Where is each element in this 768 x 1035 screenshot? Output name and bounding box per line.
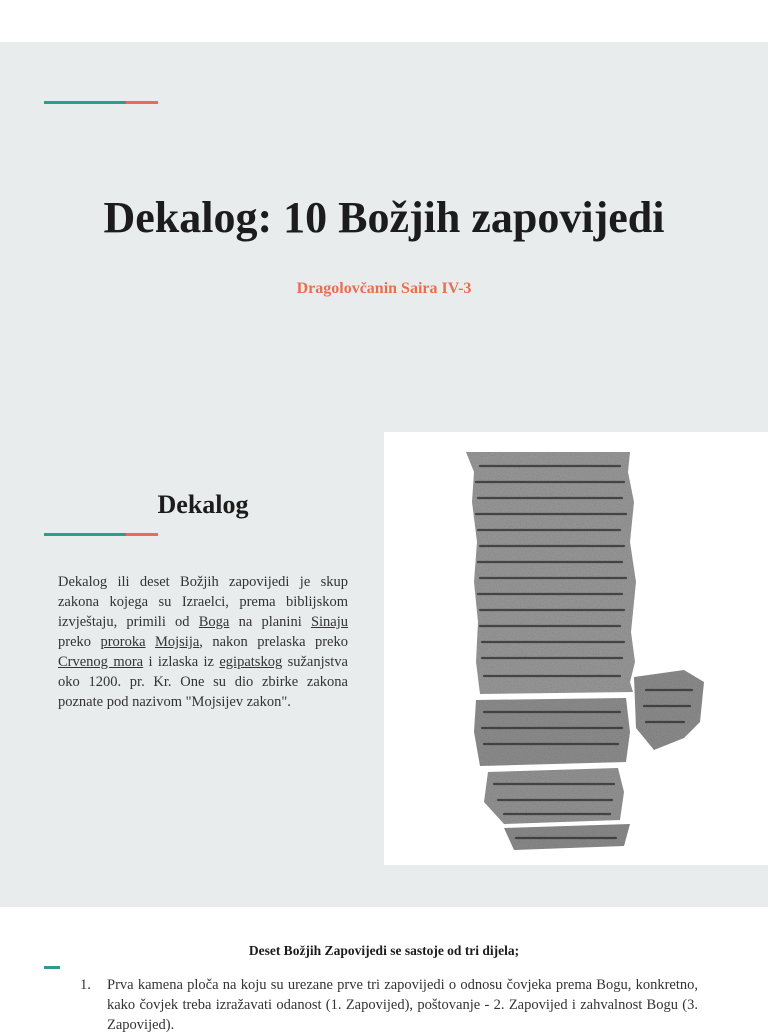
parts-slide [0, 907, 768, 1033]
link-sinaju[interactable]: Sinaju [310, 614, 348, 630]
body-text: sužanjstva oko 1200. pr. Kr. One su dio zbirke zakona poznate pod nazivom "Mojsijev zakon". [58, 654, 348, 710]
link-mojsija[interactable]: Mojsija [154, 634, 200, 650]
section-body [58, 572, 348, 712]
dekalog-slide [0, 432, 768, 907]
author-subtitle: Dragolovčanin Saira IV-3 [296, 280, 472, 297]
accent-line [44, 966, 60, 969]
body-text: , nakon prelaska preko [199, 634, 348, 650]
body-text: na planini [229, 614, 311, 630]
parts-list [80, 975, 698, 1035]
link-egipatskog[interactable]: egipatskog [219, 654, 283, 670]
page-title: Dekalog: 10 Božjih zapovijedi [103, 193, 665, 242]
ancient-scroll-manuscript-image [384, 432, 768, 865]
list-item-number: 1. [80, 977, 91, 993]
link-boga[interactable]: Boga [198, 614, 230, 630]
body-text: preko [58, 634, 101, 650]
list-item [80, 975, 698, 1035]
body-text: Dekalog ili deset Božjih zapovijedi je skup zakona kojega su Izraelci, prema biblijskom izvještaju, primili od [58, 574, 348, 630]
link-proroka[interactable]: proroka [100, 634, 146, 650]
accent-line [44, 101, 158, 104]
body-text [146, 634, 155, 650]
title-slide [0, 42, 768, 432]
accent-line [44, 533, 158, 536]
section-heading: Dekalog [157, 490, 249, 519]
body-text: i izlaska iz [143, 654, 220, 670]
list-item-text: Prva kamena ploča na koju su urezane prve tri zapovijedi o odnosu čovjeka prema Bogu, konkretno, kako čovjek treba izražavati odanost (1. Zapovijed), poštovanje - 2. Zapovijed i zahvalnost Bogu (3. Zapovijed). [107, 977, 698, 1033]
section-heading: Deset Božjih Zapovijedi se sastoje od tri dijela; [248, 943, 520, 958]
link-crvenog-mora[interactable]: Crvenog mora [58, 654, 144, 670]
manuscript-image-panel [384, 432, 768, 865]
